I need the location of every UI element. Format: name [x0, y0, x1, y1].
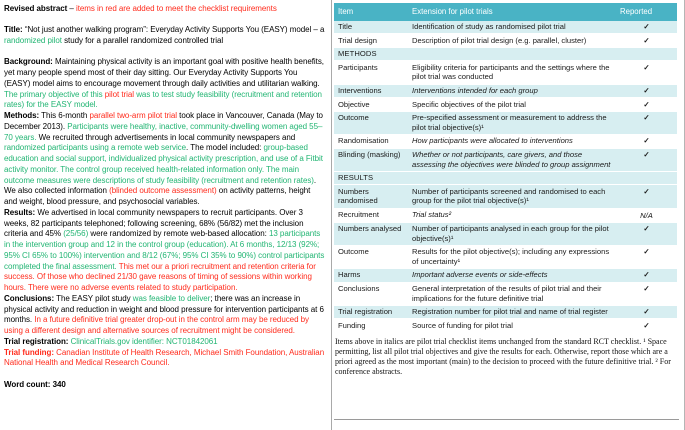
column-header-item: Item [334, 4, 408, 21]
abstract-methods-body [4, 111, 323, 206]
revised-abstract-panel [0, 0, 332, 430]
checklist-item-extension: Source of funding for pilot trial [408, 319, 616, 333]
checklist-table-body [334, 20, 677, 332]
text-run-black: The EASY pilot study [54, 293, 133, 303]
word-count-label: Word count: 340 [4, 379, 66, 389]
checklist-item-name: Recruitment [334, 208, 408, 222]
checklist-item-extension: Registration number for pilot trial and name of trial register [408, 305, 616, 319]
checklist-item-extension: Number of participants screened and randomised to each group for the pilot trial objective(s)¹ [408, 185, 616, 208]
text-run-green: 13 participants in the intervention group and 12 in the control group (education). At 6 months, 12/13 (92%; 95% CI 65% to 100%) intervention and 8/12 (67%; 95% CI 35% to 90%) control participants completed the final assessment. [4, 229, 325, 271]
text-run-red: (blinded outcome assessment) [109, 186, 217, 196]
text-run-green: Participants were healthy, inactive, community-dwelling women aged 55–70 years. [4, 121, 323, 142]
abstract-title-body [4, 25, 324, 45]
column-header-extension: Extension for pilot trials [408, 4, 616, 21]
checklist-row[interactable] [334, 185, 677, 208]
word-count [4, 380, 325, 391]
abstract-heading-label: Revised abstract [4, 4, 68, 13]
abstract-conclusions-label: Conclusions: [4, 293, 55, 303]
checklist-row[interactable] [334, 245, 677, 268]
checklist-row[interactable] [334, 98, 677, 112]
abstract-heading-note: items in red are added to meet the checklist requirements [75, 4, 277, 13]
checklist-item-extension: Interventions intended for each group [408, 84, 616, 98]
checklist-row[interactable] [334, 61, 677, 84]
reported-check-icon: ✓ [616, 111, 677, 134]
spacer-2 [4, 47, 325, 58]
bottom-divider [334, 419, 679, 420]
text-run-black: We advertised in local community newspapers to recruit participants. Over 3 weeks, 82 participants telephoned; following screening, 68% (56/82) met the inclusion criteria and 45% [4, 207, 304, 239]
checklist-item-name: Participants [334, 61, 408, 84]
abstract-trial-registration-label: Trial registration: [4, 336, 69, 346]
checklist-section-label: RESULTS [334, 171, 677, 185]
checklist-item-name: Numbers randomised [334, 185, 408, 208]
reported-check-icon: ✓ [616, 268, 677, 282]
abstract-results-body [4, 208, 324, 292]
abstract-trial-funding-paragraph [4, 348, 325, 370]
checklist-row[interactable] [334, 319, 677, 333]
checklist-row[interactable] [334, 268, 677, 282]
checklist-item-extension: Eligibility criteria for participants and the settings where the pilot trial was conducted [408, 61, 616, 84]
abstract-background-paragraph [4, 57, 325, 111]
reported-check-icon: ✓ [616, 84, 677, 98]
abstract-methods-paragraph [4, 111, 325, 208]
column-header-reported: Reported [616, 4, 677, 21]
pilot-trial-checklist-table [334, 3, 677, 333]
reported-check-icon: ✓ [616, 148, 677, 171]
text-run-green: was feasible to deliver [132, 293, 211, 303]
text-run-green: The primary objective of this [4, 89, 105, 99]
reported-check-icon: ✓ [616, 319, 677, 333]
checklist-item-extension: Description of pilot trial design (e.g. parallel, cluster) [408, 34, 616, 48]
reported-check-icon: ✓ [616, 305, 677, 319]
checklist-section-row [334, 47, 677, 61]
checklist-item-name: Conclusions [334, 282, 408, 305]
checklist-item-name: Title [334, 20, 408, 34]
reported-check-icon: ✓ [616, 245, 677, 268]
checklist-item-extension: Identification of study as randomised pilot trial [408, 20, 616, 34]
text-run-green: randomized participants using a remote web service [4, 143, 187, 153]
abstract-trial-funding-label: Trial funding: [4, 347, 54, 357]
checklist-item-extension: Results for the pilot objective(s); including any expressions of uncertainty¹ [408, 245, 616, 268]
checklist-row[interactable] [334, 20, 677, 34]
text-run-black: . We also collected information [4, 175, 317, 196]
checklist-row[interactable] [334, 208, 677, 222]
text-run-black: study for a parallel randomized controlled trial [61, 36, 224, 45]
checklist-item-name: Funding [334, 319, 408, 333]
text-run-black: “Not just another walking program”: Everyday Activity Supports You (EASY) model – a [22, 25, 325, 35]
abstract-trial-registration-body [68, 337, 217, 346]
checklist-item-extension: Whether or not participants, care givers, and those assessing the objectives were blinded to group assignment [408, 148, 616, 171]
abstract-results-paragraph [4, 208, 325, 294]
checklist-item-extension: General interpretation of the results of pilot trial and their implications for the future definitive trial [408, 282, 616, 305]
checklist-item-name: Outcome [334, 245, 408, 268]
reported-check-icon: ✓ [616, 282, 677, 305]
checklist-item-extension: How participants were allocated to interventions [408, 134, 616, 148]
text-run-red: parallel two-arm pilot trial [89, 111, 177, 120]
reported-check-icon: ✓ [616, 20, 677, 34]
checklist-row[interactable] [334, 305, 677, 319]
checklist-row[interactable] [334, 111, 677, 134]
abstract-background-body [4, 57, 324, 109]
checklist-item-name: Blinding (masking) [334, 148, 408, 171]
checklist-item-name: Objective [334, 98, 408, 112]
text-run-black: Maintaining physical activity is an important goal with positive health benefits, yet many people spend most of their day sitting. Our Everyday Activity Supports You (EASY) model aims to encourage movement through daily activities and utilitarian walking. [4, 57, 324, 88]
checklist-header-row [334, 4, 677, 21]
reported-check-icon: ✓ [616, 34, 677, 48]
text-run-green: ClinicalTrials.gov identifier: NCT01842061 [68, 336, 218, 346]
reported-check-icon: ✓ [616, 98, 677, 112]
checklist-section-row [334, 171, 677, 185]
checklist-item-extension: Specific objectives of the pilot trial [408, 98, 616, 112]
checklist-footnote: Items above in italics are pilot trial checklist items unchanged from the standard RCT checklist. ¹ Space permitting, list all pilot trial objectives and give the results for each. Otherwise, report those which are a priori agreed as the most important (main) to the decision to proceed with the future definitive trial. ² For conference abstracts. [335, 336, 671, 376]
checklist-item-name: Randomisation [334, 134, 408, 148]
text-run-black: We recruited through advertisements in local community newspapers and [36, 132, 296, 142]
abstract-heading [4, 4, 325, 15]
checklist-item-extension: Number of participants analysed in each group for the pilot objective(s)¹ [408, 222, 616, 245]
text-run-red: Canadian Institute of Health Research, Michael Smith Foundation, Australian National Health and Medical Research Council. [4, 347, 325, 368]
text-run-red: This met our a priori recruitment and retention criteria for success. Of those who declined 21/30 gave reasons of timing of sessions within working hours. There were no adverse events related to study participation. [4, 261, 316, 292]
abstract-methods-label: Methods: [4, 111, 40, 120]
abstract-title-paragraph [4, 25, 325, 47]
reported-check-icon: ✓ [616, 185, 677, 208]
text-run-black: on activity patterns, height and weight, blood pressure, and psychosocial variables. [4, 186, 311, 206]
spacer-3 [4, 369, 325, 380]
abstract-background-label: Background: [4, 57, 53, 67]
abstract-conclusions-paragraph [4, 294, 325, 337]
reported-check-icon: ✓ [616, 222, 677, 245]
checklist-item-name: Numbers analysed [334, 222, 408, 245]
reported-na: N/A [616, 208, 677, 222]
checklist-panel [332, 0, 685, 430]
text-run-green: (25/56) [63, 229, 89, 239]
checklist-row[interactable] [334, 282, 677, 305]
checklist-item-name: Interventions [334, 84, 408, 98]
checklist-item-extension: Important adverse events or side-effects [408, 268, 616, 282]
reported-check-icon: ✓ [616, 134, 677, 148]
spacer-1 [4, 15, 325, 26]
checklist-item-name: Harms [334, 268, 408, 282]
checklist-row[interactable] [334, 34, 677, 48]
checklist-row[interactable] [334, 84, 677, 98]
checklist-item-name: Outcome [334, 111, 408, 134]
checklist-row[interactable] [334, 148, 677, 171]
text-run-red: pilot trial [104, 89, 135, 99]
reported-check-icon: ✓ [616, 61, 677, 84]
abstract-trial-registration-paragraph [4, 337, 325, 348]
checklist-item-extension: Pre-specified assessment or measurement to address the pilot trial objective(s)¹ [408, 111, 616, 134]
text-run-black: . The model included: [186, 143, 264, 153]
text-run-black: took place in Vancouver, Canada (May to December 2013). [4, 111, 323, 131]
text-run-black: were randomized by remote web-based allocation: [88, 229, 269, 239]
checklist-section-label: METHODS [334, 47, 677, 61]
abstract-title-label: Title: [4, 25, 23, 35]
abstract-results-label: Results: [4, 207, 36, 217]
checklist-item-extension: Trial status² [408, 208, 616, 222]
text-run-black: This 6-month [39, 111, 90, 120]
checklist-item-name: Trial design [334, 34, 408, 48]
text-run-green: randomized pilot [4, 36, 62, 45]
text-run-black: ; there was an increase in physical activity and reduction in weight and blood pressure for intervention participants at 6 months. [4, 293, 324, 325]
abstract-heading-dash: – [67, 4, 76, 13]
checklist-row[interactable] [334, 134, 677, 148]
checklist-row[interactable] [334, 222, 677, 245]
checklist-table-head [334, 4, 677, 21]
text-run-red: In a future definitive trial greater drop-out in the control arm may be reduced by using a different design and alternative sources of recruitment might be considered. [4, 315, 309, 335]
text-run-green: was to test study feasibility (recruitment and retention rates) for the EASY model. [4, 89, 322, 110]
checklist-item-name: Trial registration [334, 305, 408, 319]
text-run-green: group-based education and social support, individualized physical activity prescription, and use of a Fitbit activity monitor. The control group received health-related information only. The main outcome measures were descriptions of study feasibility (recruitment and retention rates) [4, 143, 323, 185]
